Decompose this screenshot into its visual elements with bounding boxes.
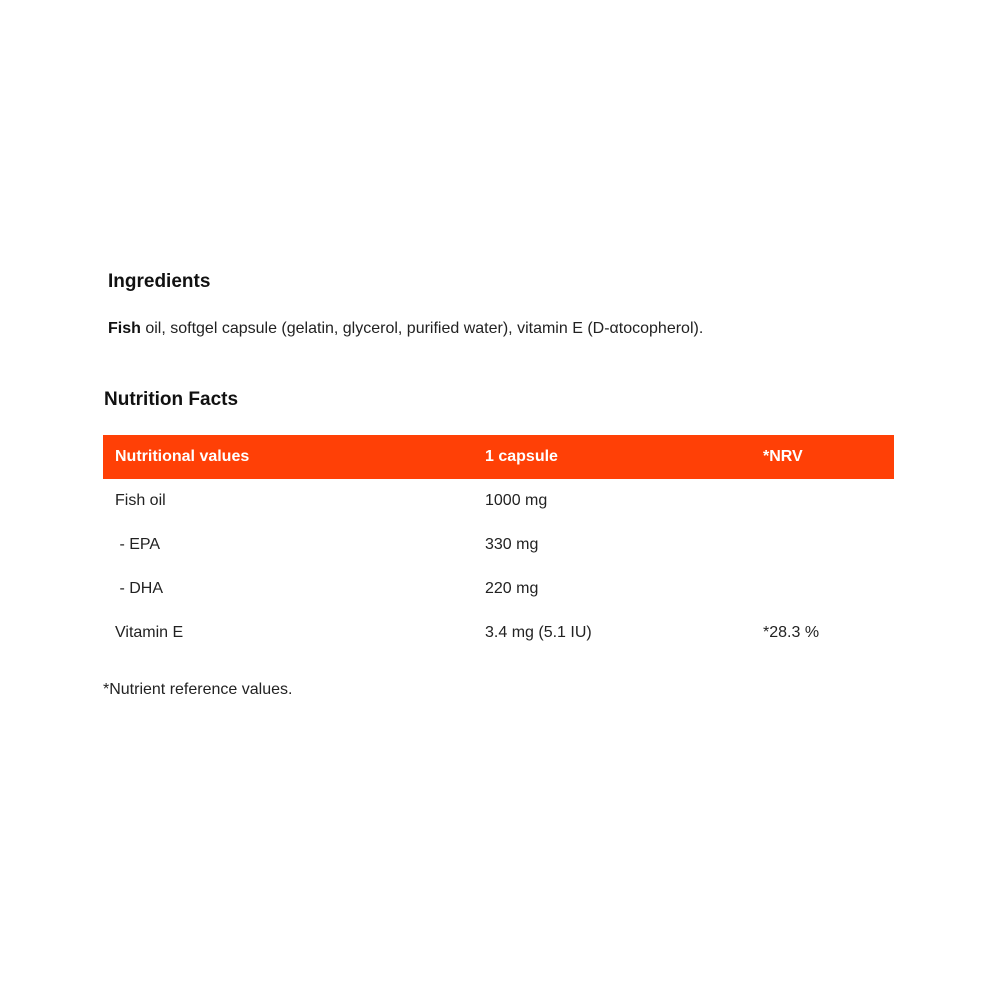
row-nrv: *28.3 % [763,624,820,641]
table-row [103,479,894,523]
row-nutrient-name: Vitamin E [115,624,184,641]
nutrition-facts-heading: Nutrition Facts [104,389,239,410]
nutrition-table [103,435,894,655]
row-nrv [751,479,894,523]
table-row [103,523,894,567]
ingredients-text [108,320,703,338]
row-nutrient-name: Fish oil [115,492,166,509]
ingredients-list: oil, softgel capsule (gelatin, glycerol, purified water), vitamin E (D-αtocopherol). [140,320,704,337]
table-row [103,611,894,655]
column-header-nrv: *NRV [763,448,803,465]
row-amount: 3.4 mg (5.1 IU) [485,624,592,641]
footnote: *Nutrient reference values. [103,681,293,698]
row-amount: 330 mg [485,536,539,553]
table-row [103,567,894,611]
ingredients-bold-lead: Fish [108,320,141,337]
row-nutrient-name: - EPA [115,536,161,553]
table-header-row [103,435,894,479]
ingredients-heading: Ingredients [108,271,211,292]
row-nrv [751,567,894,611]
row-nutrient-name: - DHA [115,580,163,597]
row-amount: 220 mg [485,580,539,597]
row-nrv [751,523,894,567]
column-header-nutritional-values: Nutritional values [115,448,250,465]
column-header-capsule: 1 capsule [485,448,558,465]
row-amount: 1000 mg [485,492,548,509]
